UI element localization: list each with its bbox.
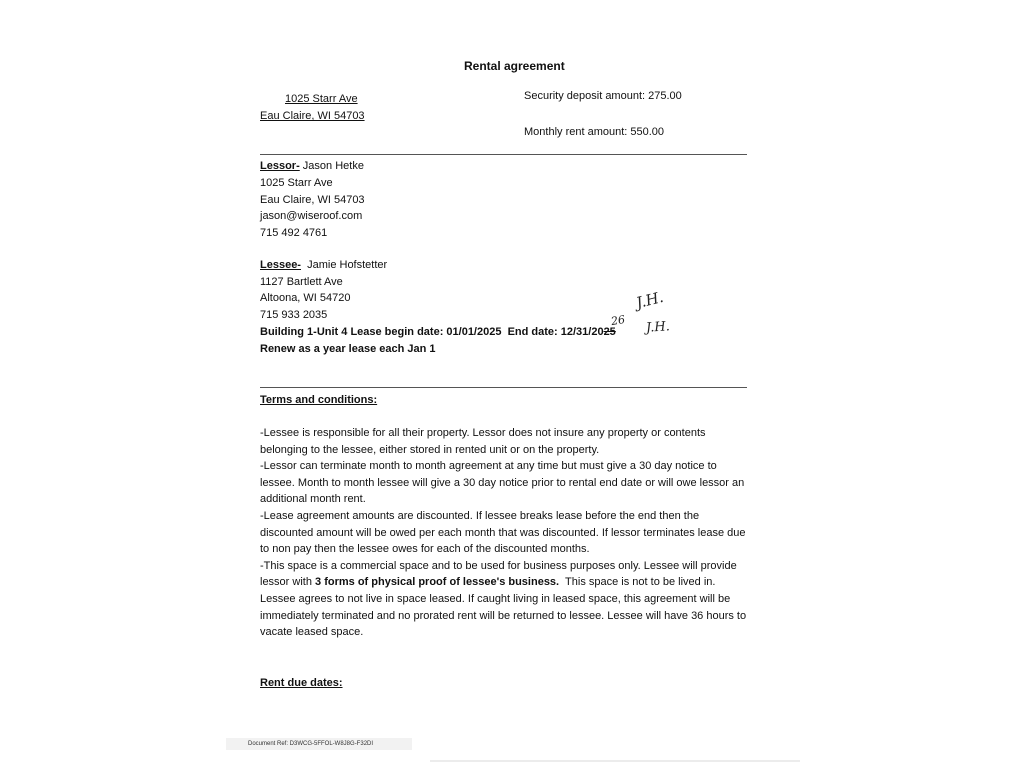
- lessor-name: Jason Hetke: [299, 160, 364, 172]
- lessee-phone: 715 933 2035: [260, 309, 328, 321]
- lessee-label: Lessee-: [260, 259, 301, 271]
- terms-line: discounted amount will be owed per each month that was discounted. If lessor terminates lease due: [260, 527, 746, 539]
- terms-line: -Lessor can terminate month to month agreement at any time but must give a 30 day notice to: [260, 460, 717, 472]
- terms-line-post: This space is not to be lived in.: [559, 576, 716, 588]
- terms-line: -Lessee is responsible for all their property. Lessor does not insure any property or contents: [260, 427, 706, 439]
- lessor-address2: Eau Claire, WI 54703: [260, 194, 365, 206]
- terms-line: additional month rent.: [260, 493, 366, 505]
- terms-line: belonging to the lessee, either stored in rented unit or on the property.: [260, 444, 600, 456]
- security-deposit: Security deposit amount: 275.00: [524, 90, 682, 102]
- divider-top: [260, 154, 747, 155]
- terms-line: Lessee agrees to not live in space leased. If caught living in leased space, this agreement will be: [260, 593, 731, 605]
- rent-due-heading: Rent due dates:: [260, 677, 343, 689]
- terms-line: -Lease agreement amounts are discounted. If lessee breaks lease before the end then the: [260, 510, 700, 522]
- handwritten-initials-1: J.H.: [634, 287, 666, 313]
- lessor-email: jason@wiseroof.com: [260, 210, 363, 222]
- terms-line: -This space is a commercial space and to be used for business purposes only. Lessee will provide: [260, 560, 737, 572]
- document-title: Rental agreement: [464, 59, 565, 73]
- lease-dates-text: Building 1-Unit 4 Lease begin date: 01/01/2025 End date: 12/31/20: [260, 326, 604, 338]
- lessee-heading: [260, 259, 387, 272]
- scan-artifact-faint: [430, 760, 800, 762]
- document-reference: Document Ref: D3WCG-5FFOL-W8J8G-F32DI: [248, 741, 374, 747]
- lessor-phone: 715 492 4761: [260, 227, 328, 239]
- property-address-line1: 1025 Starr Ave: [285, 93, 358, 105]
- handwritten-year-correction: 26: [609, 312, 627, 329]
- divider-middle: [260, 387, 747, 388]
- lessee-address2: Altoona, WI 54720: [260, 292, 351, 304]
- terms-line: immediately terminated and no prorated rent will be returned to lessee. Lessee will have 36 hours to: [260, 610, 747, 622]
- lessor-label: Lessor-: [260, 160, 300, 172]
- lessee-name: Jamie Hofstetter: [300, 259, 388, 271]
- terms-line: vacate leased space.: [260, 626, 364, 638]
- renew-line: Renew as a year lease each Jan 1: [260, 343, 436, 355]
- terms-line-bold: 3 forms of physical proof of lessee's business.: [315, 576, 560, 588]
- handwritten-initials-2: J.H.: [645, 319, 671, 336]
- lease-dates-line: [260, 326, 616, 339]
- terms-heading: Terms and conditions:: [260, 394, 378, 406]
- terms-line-pre: lessor with: [260, 576, 316, 588]
- lessor-address1: 1025 Starr Ave: [260, 177, 333, 189]
- lessor-heading: [260, 160, 364, 173]
- property-address-line2: Eau Claire, WI 54703: [260, 110, 365, 122]
- terms-line: to non pay then the lessee owes for each of the discounted months.: [260, 543, 590, 555]
- terms-line: lessee. Month to month lessee will give a 30 day notice prior to rental end date or will owe lessor an: [260, 477, 745, 489]
- monthly-rent: Monthly rent amount: 550.00: [524, 126, 665, 138]
- terms-line-bold-phrase: [260, 576, 715, 589]
- lease-end-year-struck: 25: [603, 326, 616, 338]
- lessee-address1: 1127 Bartlett Ave: [260, 276, 343, 288]
